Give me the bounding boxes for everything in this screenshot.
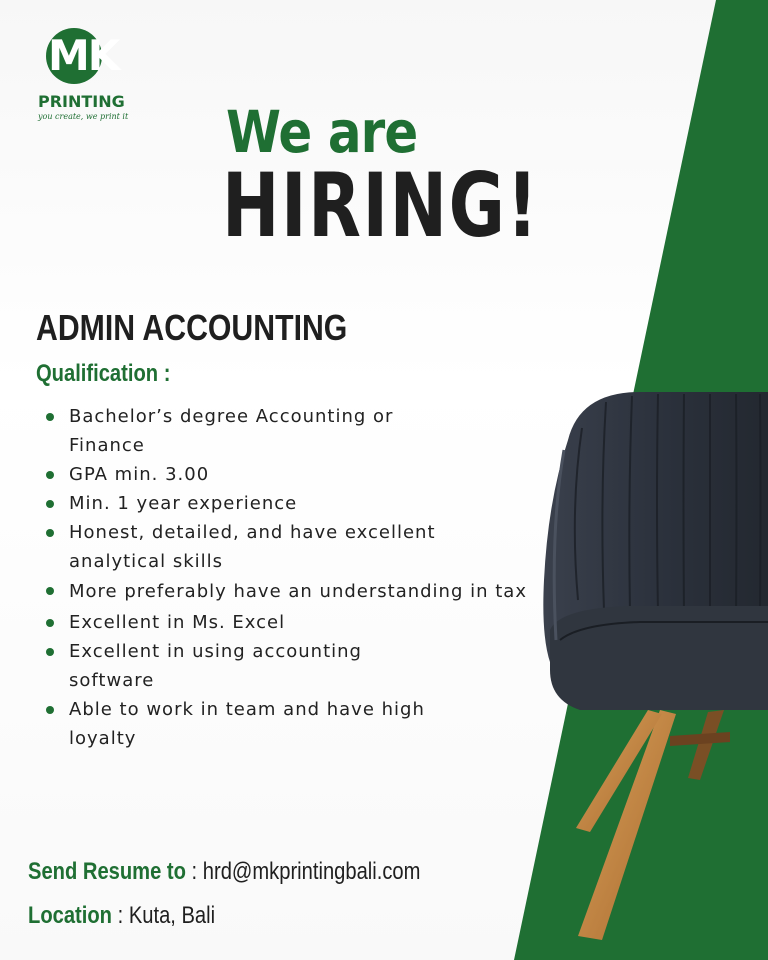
list-item: More preferably have an understanding in tax bbox=[44, 576, 549, 608]
dot-bullet-icon bbox=[46, 413, 54, 421]
dot-bullet-icon bbox=[46, 619, 54, 627]
list-item: Bachelor’s degree Accounting or Finance bbox=[44, 402, 449, 460]
company-logo bbox=[32, 28, 152, 121]
list-item: Honest, detailed, and have excellent analytical skills bbox=[44, 518, 519, 576]
dot-bullet-icon bbox=[46, 648, 54, 656]
logo-name: PRINTING bbox=[38, 92, 125, 111]
dot-bullet-icon bbox=[46, 706, 54, 714]
dot-bullet-icon bbox=[46, 587, 54, 595]
job-title: ADMIN ACCOUNTING bbox=[36, 307, 348, 348]
list-item: Excellent in using accounting software bbox=[44, 637, 439, 695]
location-label: Location bbox=[28, 902, 112, 929]
list-item: GPA min. 3.00 bbox=[44, 460, 544, 489]
headline-we-are: We are bbox=[226, 98, 418, 166]
list-item: Able to work in team and have high loyalty bbox=[44, 695, 439, 753]
dot-bullet-icon bbox=[46, 529, 54, 537]
resume-label: Send Resume to bbox=[28, 858, 186, 885]
location-value: Kuta, Bali bbox=[128, 902, 216, 929]
dot-bullet-icon bbox=[46, 471, 54, 479]
resume-separator: : bbox=[185, 858, 203, 885]
location-separator: : bbox=[112, 902, 129, 929]
headline-hiring: HIRING! bbox=[222, 154, 540, 257]
qualification-list bbox=[44, 402, 544, 753]
resume-contact bbox=[28, 856, 420, 888]
list-item: Excellent in Ms. Excel bbox=[44, 608, 544, 637]
armchair-icon bbox=[520, 380, 768, 940]
qualification-heading: Qualification : bbox=[36, 360, 171, 387]
logo-mark bbox=[42, 28, 126, 90]
logo-letters: MK bbox=[48, 31, 119, 80]
list-item: Min. 1 year experience bbox=[44, 489, 544, 518]
logo-tagline: you create, we print it bbox=[38, 112, 129, 121]
dot-bullet-icon bbox=[46, 500, 54, 508]
resume-email[interactable]: hrd@mkprintingbali.com bbox=[202, 858, 421, 885]
location-info bbox=[28, 900, 215, 932]
